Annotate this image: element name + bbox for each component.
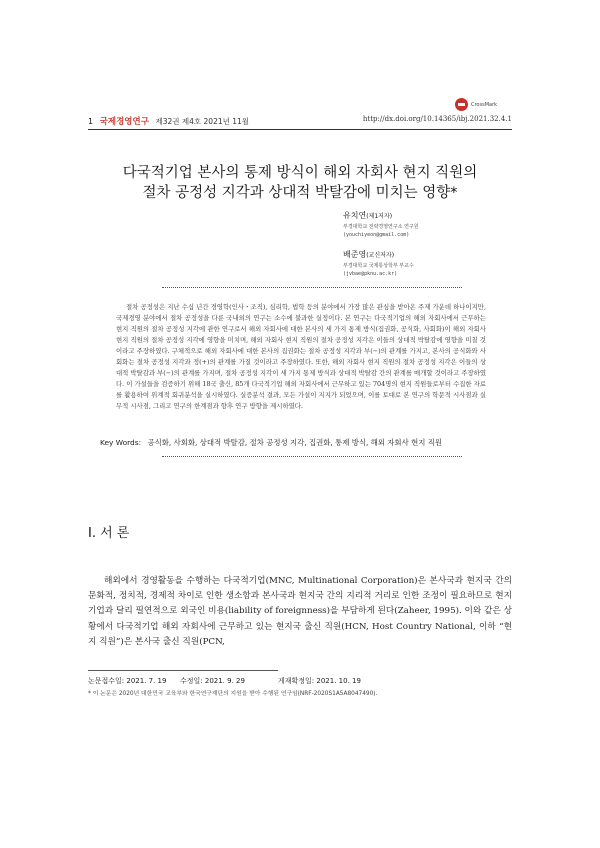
crossmark-label: CrossMark [471, 101, 498, 108]
received-date: 논문접수일: 2021. 7. 19 [88, 677, 167, 685]
header-rule [88, 129, 512, 130]
submission-dates [88, 676, 361, 686]
body-text [88, 574, 512, 650]
running-header [88, 113, 512, 127]
paper-title-line-2: 절차 공정성 지각과 상대적 박탈감에 미치는 영향* [142, 185, 458, 201]
issue-info: 제32권 제4호 2021년 11월 [155, 117, 250, 126]
abstract-bottom-divider [162, 456, 462, 457]
author-name [343, 249, 394, 260]
keywords [100, 437, 442, 448]
author-role: (제1저자) [366, 213, 393, 220]
paper-title-line-1: 다국적기업 본사의 통제 방식이 해외 자회사 현지 직원의 [122, 165, 478, 181]
keywords-text: 공식화, 사회화, 상대적 박탈감, 절차 공정성 지각, 집권화, 통제 방식, 해외 자회사 현지 직원 [147, 438, 442, 447]
journal-name: 국제경영연구 [99, 117, 149, 127]
author-affiliation: 부경대학교 전략경영연구소 연구원 [343, 224, 419, 230]
author-name-text: 유치연 [343, 211, 367, 220]
body-paragraph: 해외에서 경영활동을 수행하는 다국적기업(MNC, Multinational Corporation)은 본사국과 현지국 간의 문화적, 정치적, 경제적 차이로 인한 생소함과 본사국과 현지국 간의 지리적 거리로 인한 조정이 필요하므로 현지 기업과 달리 필연적으로 외국인 비용(liability of foreignness)을 부담하게 된다(Zaheer, 1995). 이와 같은 상황에서 다국적기업 해외 자회사에 근무하고 있는 현지국 출신 직원(HCN, Host Country National, 이하 “현지 직원”)은 본사국 출신 직원(PCN, [88, 576, 513, 647]
abstract [116, 302, 486, 412]
accepted-date: 게재확정일: 2021. 10. 19 [278, 677, 361, 685]
author-role: (교신저자) [366, 252, 395, 259]
doi-link[interactable]: http://dx.doi.org/10.14365/ibj.2021.32.4.1 [362, 115, 512, 123]
keywords-label: Key Words: [100, 438, 142, 447]
author-email[interactable]: (youchiyeon@gmail.com) [343, 232, 410, 238]
crossmark-badge[interactable] [455, 98, 497, 111]
abstract-top-divider [162, 287, 462, 288]
footnote-rule [88, 670, 278, 671]
section-heading: Ⅰ. 서 론 [88, 526, 130, 541]
crossmark-icon [455, 98, 468, 111]
abstract-text: 절차 공정성은 지난 수십 년간 경영학(인사・조직), 심리학, 법학 등의 분야에서 가장 많은 관심을 받아온 주제 가운데 하나이지만, 국제경영 분야에서 절차 공정성을 다룬 국내외의 연구는 소수에 불과한 실정이다. 본 연구는 다국적기업의 해외 자회사에서 근무하는 현지 직원의 절차 공정성 지각에 관한 연구로서 해외 자회사에 대한 본사의 세 가지 통제 방식(집권화, 공식화, 사회화)이 해외 자회사 현지 직원의 절차 공정성 지각에 영향을 미치며, 해외 자회사 현지 직원의 절차 공정성 지각은 이들의 상대적 박탈감에 영향을 미칠 것이라고 주장하였다. 구체적으로 해외 자회사에 대한 본사의 집권화는 절차 공정성 지각과 부(−)의 관계를 가지고, 본사의 공식화와 사회화는 절차 공정성 지각과 정(+)의 관계를 가질 것이라고 주장하였다. 또한, 해외 자회사 현지 직원의 절차 공정성 지각은 이들의 상대적 박탈감과 부(−)의 관계를 가지며, 절차 공정성 지각이 세 가지 통제 방식과 상대적 박탈감 간의 관계를 매개할 것이라고 주장하였다. 이 가설들을 검증하기 위해 18국 출신, 85개 다국적기업 해외 자회사에서 근무하고 있는 704명의 현지 직원들로부터 수집한 자료를 활용하여 위계적 회귀분석을 실시하였다. 실증분석 결과, 모든 가설이 지지가 되었으며, 이를 토대로 본 연구의 학문적 시사점과 실무적 시사점, 그리고 연구의 한계점과 향후 연구 방향을 제시하였다. [116, 303, 486, 410]
author-name [343, 210, 392, 221]
author-affiliation: 부경대학교 국제통상학부 부교수 [343, 263, 414, 269]
page-number: 1 [88, 117, 94, 126]
author-name-text: 배준영 [343, 250, 367, 259]
author-email[interactable]: (jvbae@pknu.ac.kr) [343, 271, 398, 277]
funding-footnote: * 이 논문은 2020년 대한민국 교육부와 한국연구재단의 지원을 받아 수행된 연구임(NRF-2020S1A5A8047490). [88, 691, 378, 697]
revised-date: 수정일: 2021. 9. 29 [180, 677, 245, 685]
